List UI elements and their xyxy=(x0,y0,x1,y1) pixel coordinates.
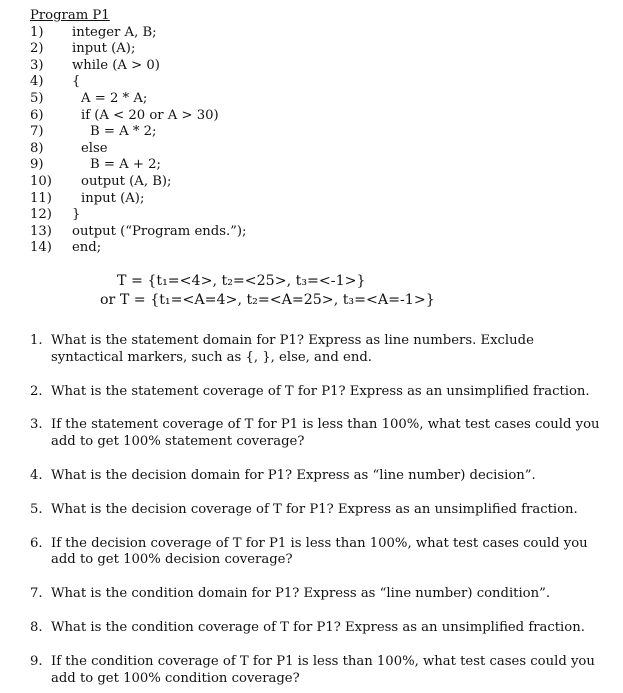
line-number: 11) xyxy=(30,190,52,206)
line-number: 5) xyxy=(30,90,44,106)
program-title: Program P1 xyxy=(30,8,110,23)
code-line xyxy=(30,57,160,75)
question-number: 4. xyxy=(30,467,43,483)
code-line xyxy=(30,124,157,141)
line-number: 7) xyxy=(30,124,44,140)
test-set-line-1: T = {t₁=<4>, t₂=<25>, t₃=<-1>} xyxy=(117,273,366,289)
question-number: 2. xyxy=(30,383,43,399)
line-number: 1) xyxy=(30,24,44,40)
code-line xyxy=(30,74,110,91)
code-text: input (A); xyxy=(72,41,136,57)
question-text: If the decision coverage of T for P1 is less than 100%, what test cases could you add to get 100% decision coverage? xyxy=(51,535,588,568)
question-number: 1. xyxy=(30,333,43,348)
question-item xyxy=(30,502,610,519)
code-text: input (A); xyxy=(81,190,145,206)
test-set-line-2: or T = {t₁=<A=4>, t₂=<A=25>, t₃=<A=-1>} xyxy=(100,292,435,308)
question-item xyxy=(30,536,610,570)
question-item xyxy=(30,620,610,637)
code-lines xyxy=(30,24,247,257)
question-list xyxy=(30,333,610,687)
code-line xyxy=(30,173,172,191)
question-number: 6. xyxy=(30,535,43,551)
line-number: 4) xyxy=(30,74,44,90)
program-listing xyxy=(30,8,247,257)
line-number: 3) xyxy=(30,57,44,73)
line-number: 2) xyxy=(30,41,44,57)
line-number: 9) xyxy=(30,157,44,173)
question-text: What is the decision coverage of T for P1? Express as an unsimplified fraction. xyxy=(51,501,578,517)
test-set-block xyxy=(100,272,435,310)
code-text: } xyxy=(72,207,81,223)
question-text: If the condition coverage of T for P1 is less than 100%, what test cases could you add to get 100% condition coverage? xyxy=(51,653,595,686)
code-text: B = A + 2; xyxy=(90,157,161,173)
question-number: 7. xyxy=(30,586,43,602)
question-number: 3. xyxy=(30,417,43,433)
code-text: A = 2 * A; xyxy=(81,90,148,106)
code-text: B = A * 2; xyxy=(90,124,157,140)
question-text: What is the statement coverage of T for P1? Express as an unsimplified fraction. xyxy=(51,383,590,399)
line-number: 14) xyxy=(30,240,52,256)
line-number: 13) xyxy=(30,223,52,239)
question-text: What is the decision domain for P1? Express as “line number) decision”. xyxy=(51,467,536,483)
question-item xyxy=(30,654,610,688)
question-item xyxy=(30,417,610,451)
code-text: output (“Program ends.”); xyxy=(72,223,247,239)
line-number: 8) xyxy=(30,140,44,156)
question-text: What is the statement domain for P1? Express as line numbers. Exclude syntactical markers, such as {, }, else, and end. xyxy=(51,333,534,365)
line-number: 12) xyxy=(30,207,52,223)
question-item xyxy=(30,468,610,485)
line-number: 10) xyxy=(30,173,52,189)
question-text: What is the condition domain for P1? Express as “line number) condition”. xyxy=(51,586,551,602)
question-text: What is the condition coverage of T for P1? Express as an unsimplified fraction. xyxy=(51,619,585,635)
code-line xyxy=(30,90,148,108)
question-item xyxy=(30,333,610,367)
question-number: 8. xyxy=(30,619,43,635)
code-line xyxy=(30,207,110,224)
question-item xyxy=(30,384,610,401)
code-text: output (A, B); xyxy=(81,173,172,189)
code-line xyxy=(30,107,219,125)
code-line xyxy=(30,24,157,42)
code-text: integer A, B; xyxy=(72,24,157,40)
code-line xyxy=(30,157,161,174)
code-text: while (A > 0) xyxy=(72,57,160,73)
code-text: { xyxy=(72,74,81,90)
question-text: If the statement coverage of T for P1 is less than 100%, what test cases could you add to get 100% statement coverage? xyxy=(51,417,600,450)
question-number: 5. xyxy=(30,501,43,517)
line-number: 6) xyxy=(30,107,44,123)
code-line xyxy=(30,141,110,158)
code-line xyxy=(30,190,145,208)
code-text: else xyxy=(81,140,108,156)
code-line xyxy=(30,41,136,58)
question-item xyxy=(30,586,610,603)
code-line xyxy=(30,240,110,257)
code-text: if (A < 20 or A > 30) xyxy=(81,107,219,123)
question-number: 9. xyxy=(30,653,43,669)
code-line xyxy=(30,223,247,241)
code-text: end; xyxy=(72,240,102,256)
